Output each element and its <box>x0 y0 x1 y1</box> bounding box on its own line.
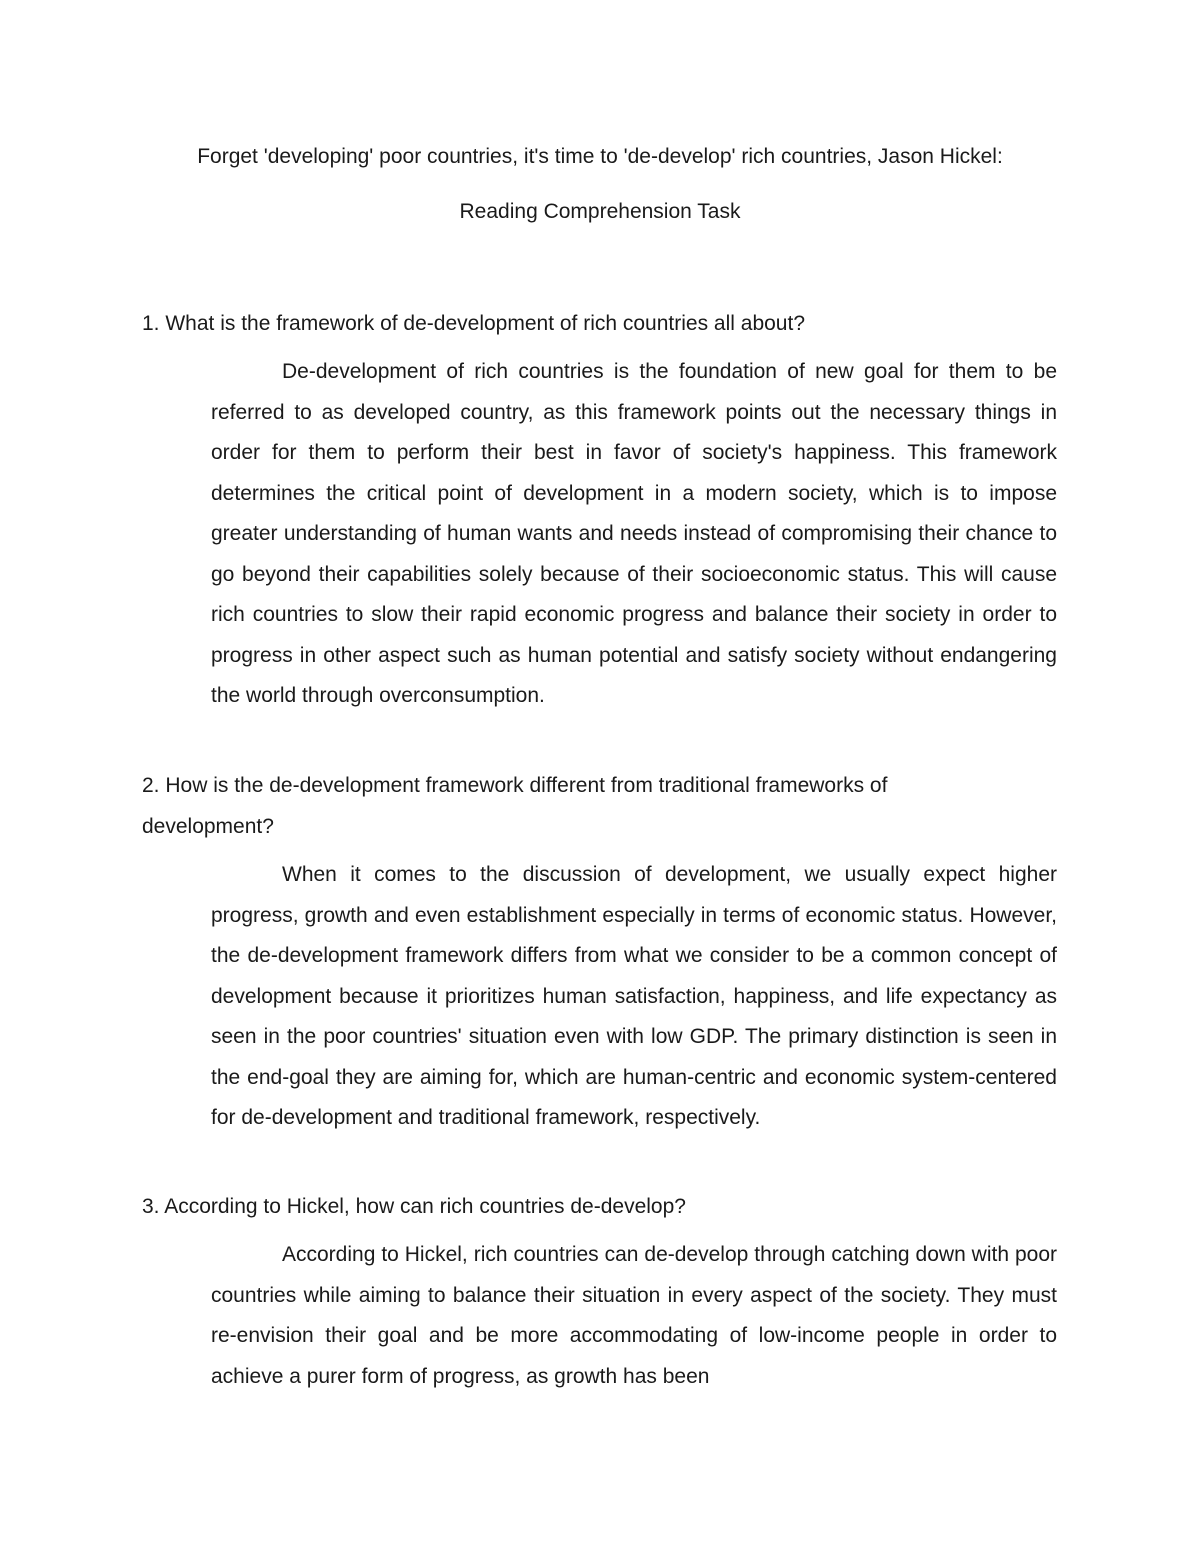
question-1: 1. What is the framework of de-development of rich countries all about? <box>142 312 805 335</box>
question-3: 3. According to Hickel, how can rich countries de-develop? <box>142 1195 686 1218</box>
document-subtitle: Reading Comprehension Task <box>459 200 741 223</box>
answer-3: According to Hickel, rich countries can de-develop through catching down with poor countries while aiming to balance their situation in every aspect of the society. They must re-envision their goal and be more accommodating of low-income people in order to achieve a purer form of progress, as growth has been <box>211 1243 1057 1388</box>
answer-2: When it comes to the discussion of development, we usually expect higher progress, growth and even establishment especially in terms of economic status. However, the de-development framework differs from what we consider to be a common concept of development because it prioritizes human satisfaction, happiness, and life expectancy as seen in the poor countries' situation even with low GDP. The primary distinction is seen in the end-goal they are aiming for, which are human-centric and economic system-centered for de-development and traditional framework, respectively. <box>211 863 1057 1129</box>
document-title: Forget 'developing' poor countries, it's time to 'de-develop' rich countries, Jason Hickel: <box>197 145 1003 168</box>
answer-1: De-development of rich countries is the foundation of new goal for them to be referred to as developed country, as this framework points out the necessary things in order for them to perform their best in favor of society's happiness. This framework determines the critical point of development in a modern society, which is to impose greater understanding of human wants and needs instead of compromising their chance to go beyond their capabilities solely because of their socioeconomic status. This will cause rich countries to slow their rapid economic progress and balance their society in order to progress in other aspect such as human potential and satisfy society without endangering the world through overconsumption. <box>211 360 1057 707</box>
question-2: 2. How is the de-development framework different from traditional frameworks of development? <box>142 774 888 838</box>
